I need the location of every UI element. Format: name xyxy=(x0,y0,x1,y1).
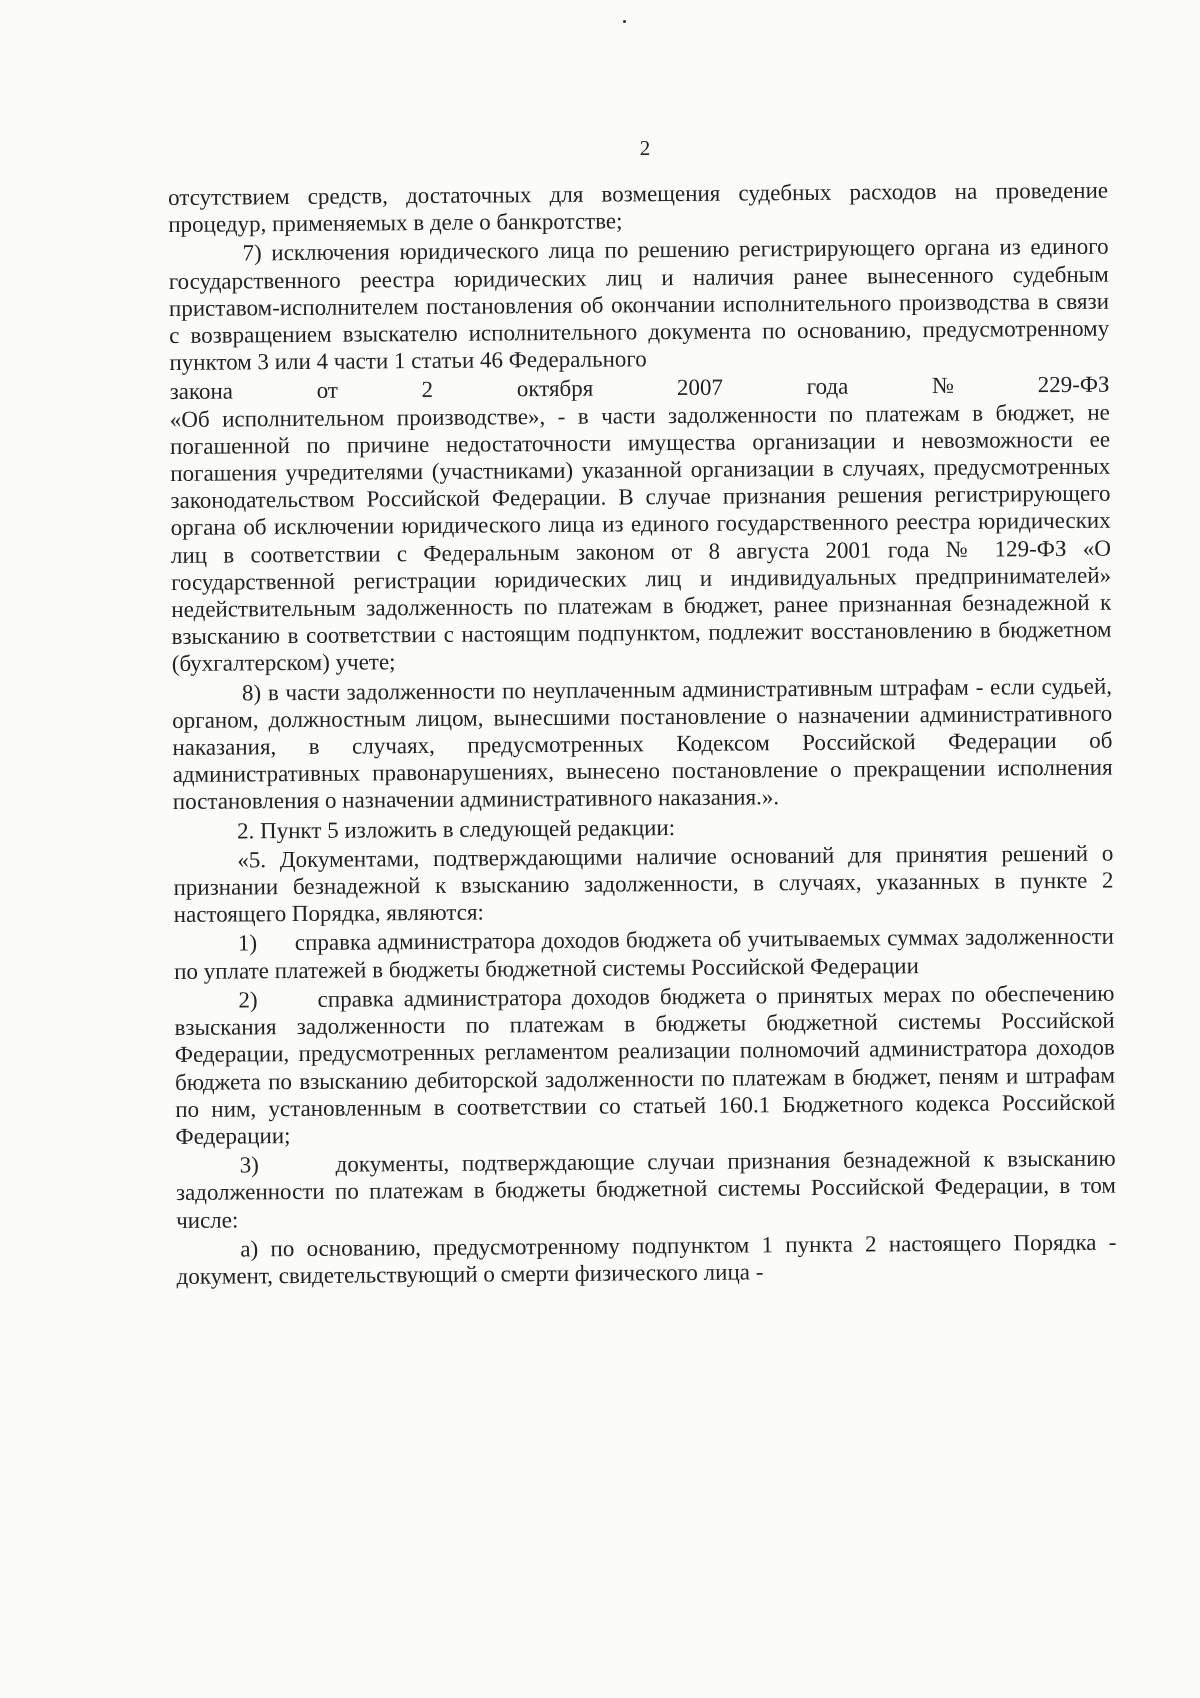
list-item-number: 1) xyxy=(237,930,258,956)
list-item-2 xyxy=(174,979,1115,1150)
paragraph-continuation: отсутствием средств, достаточных для возмещения судебных расходов на проведение процедур, применяемых в деле о банкротстве; xyxy=(168,177,1109,238)
list-item-3 xyxy=(176,1145,1117,1234)
law-word: закона xyxy=(169,378,234,405)
list-item-text: документы, подтверждающие случаи признания безнадежной к взысканию задолженности по платежам в бюджеты бюджетной системы Российской Федерации, в том числе: xyxy=(175,1145,1116,1233)
list-item-number: 3) xyxy=(239,1152,259,1178)
paragraph-item-7a: 7) исключения юридического лица по решению регистрирующего органа из единого государственного реестра юридических лиц и наличия ранее вынесенного судебным приставом-исполнителем постановления об окончании исполнительного производства в связи с возвращением взыскателю исполнительного документа по основанию, предусмотренному пунктом 3 или 4 части 1 статьи 46 Федерального xyxy=(168,234,1110,376)
page-number: 2 xyxy=(639,136,651,160)
scan-speck xyxy=(623,20,626,23)
list-item-text: справка администратора доходов бюджета о принятых мерах по обеспечению взыскания задолженности по платежам в бюджеты бюджетной системы Российской Федерации, предусмотренных регламентом реализации полномочий администратора доходов бюджета по взысканию дебиторской задолженности по платежам в бюджет, пеням и штрафам по ним, установленным в соответствии со статьей 160.1 Бюджетного кодекса Российской Федерации; xyxy=(174,980,1116,1149)
law-word: 2007 xyxy=(676,375,724,401)
law-word: года xyxy=(806,374,849,400)
paragraph-point-5: «5. Документами, подтверждающими наличие оснований для принятия решений о признании безнадежной к взысканию задолженности, в случаях, указанных в пункте 2 настоящего Порядка, являются: xyxy=(173,840,1114,928)
list-item-a: а) по основанию, предусмотренному подпунктом 1 пункта 2 настоящего Порядка - документ, свидетельствующий о смерти физического лица - xyxy=(176,1229,1117,1289)
list-item-1 xyxy=(174,923,1114,985)
law-word: октября xyxy=(516,376,594,402)
law-word: 229-ФЗ xyxy=(1037,372,1110,398)
paragraph-item-7b: «Об исполнительном производстве», - в части задолженности по платежам в бюджет, не погашенной по причине недостаточности имущества организации и невозможности ее погашения учредителями (участниками) указанной организации в случаях, предусмотренных законодательством Российской Федерации. В случае признания решения регистрирующего органа об исключении юридического лица из единого государственного реестра юридических лиц в соответствии с Федеральным законом от 8 августа 2001 года № 129-ФЗ «О государственной регистрации юридических лиц и индивидуальных предпринимателей» недействительным задолженность по платежам в бюджет, ранее признанная безнадежной к взысканию в соответствии с настоящим подпунктом, подлежит восстановлению в бюджетном (бухгалтерском) учете; xyxy=(169,399,1112,677)
list-item-text: справка администратора доходов бюджета об учитываемых суммах задолженности по уплате платежей в бюджеты бюджетной системы Российской Федерации xyxy=(174,924,1115,984)
law-word: 2 xyxy=(421,377,434,403)
paragraph-item-8: 8) в части задолженности по неуплаченным административным штрафам - если судьей, органом, должностным лицом, вынесшими постановление о назначении административного наказания, в случаях, предусмотренных Кодексом Российской Федерации об административных правонарушениях, вынесено постановление о прекращении исполнения постановления о назначении административного наказания.». xyxy=(172,673,1113,815)
law-word: № xyxy=(931,373,955,399)
paragraph-point-2: 2. Пункт 5 изложить в следующей редакции: xyxy=(236,814,676,844)
document-body xyxy=(168,177,1117,1292)
list-item-number: 2) xyxy=(238,987,258,1013)
law-word: от xyxy=(316,378,339,404)
